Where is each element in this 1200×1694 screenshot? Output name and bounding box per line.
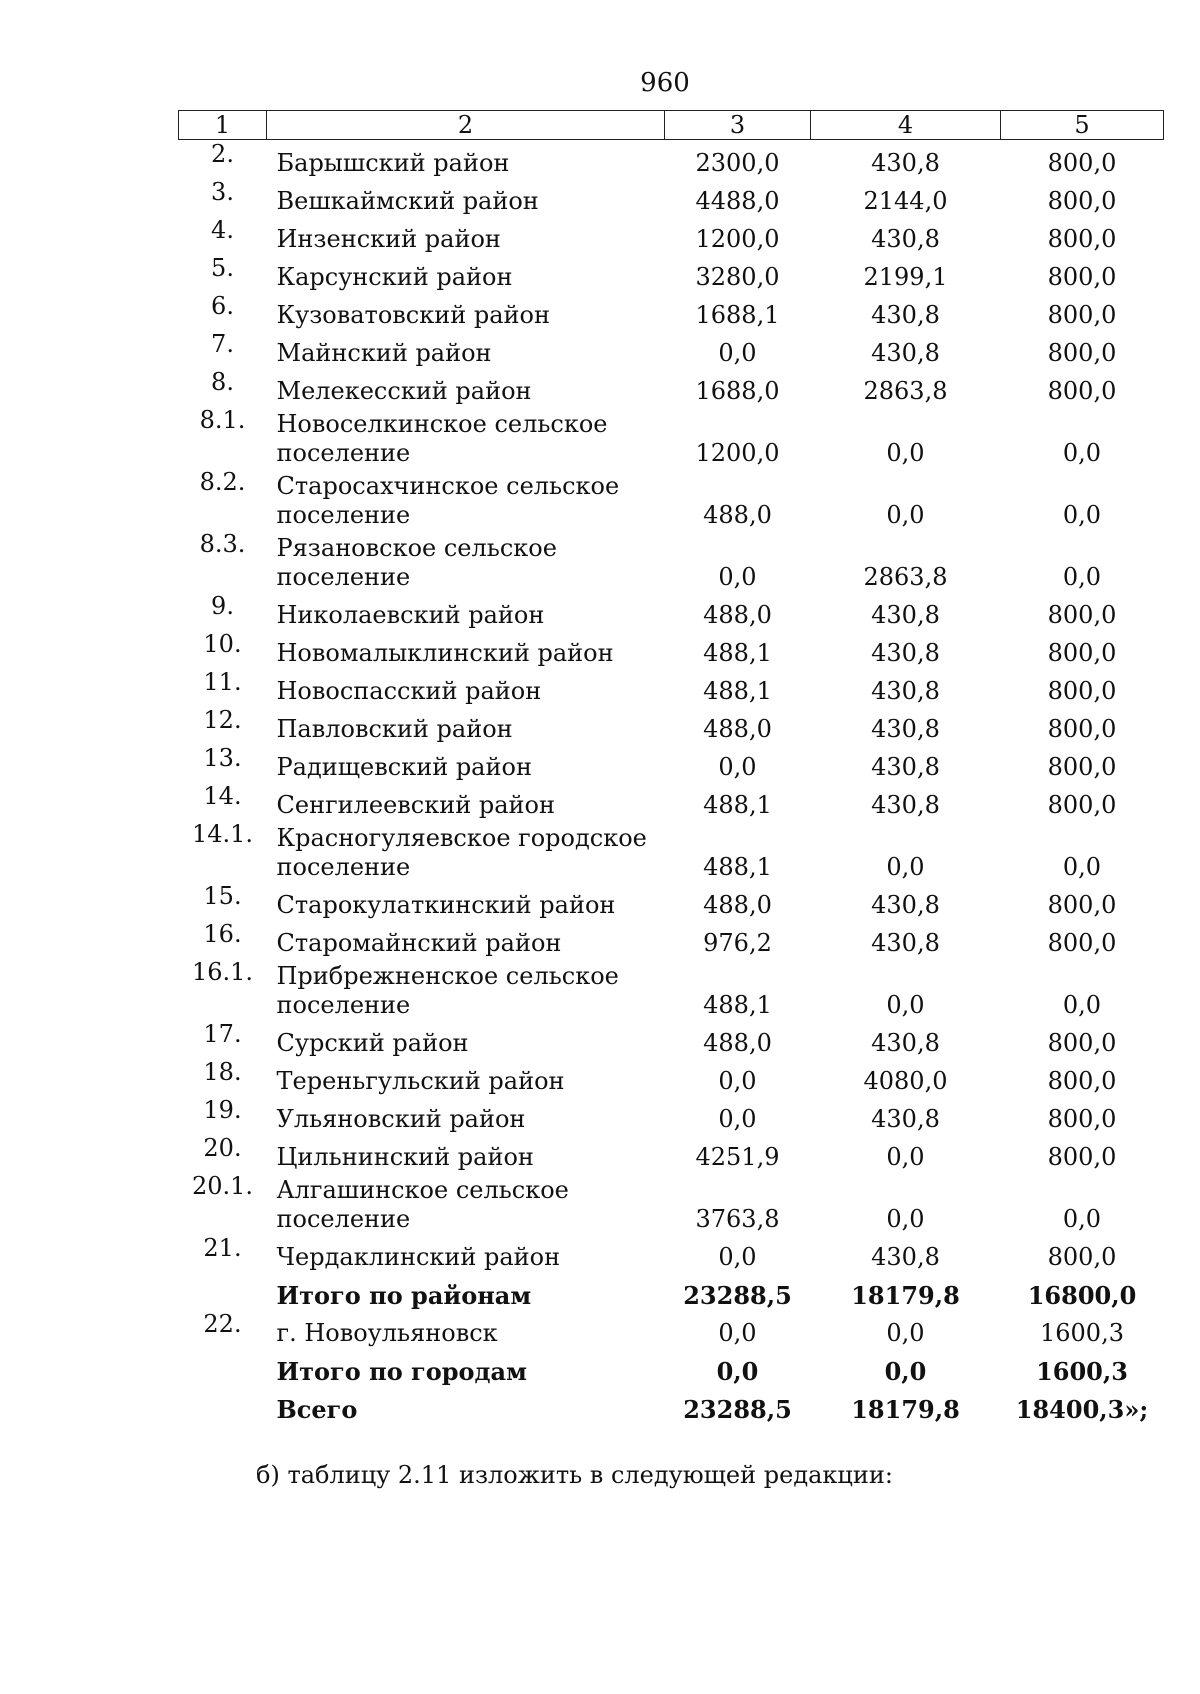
row-value-col5: 1600,3 (1040, 1319, 1124, 1347)
row-value-col5: 800,0 (1047, 677, 1117, 705)
row-value-col4: 0,0 (886, 1205, 925, 1233)
row-name: Старомайнский район (276, 929, 562, 957)
row-value-col4: 0,0 (886, 1319, 925, 1347)
row-number (179, 1386, 267, 1424)
row-value-col3: 488,0 (703, 1029, 772, 1057)
row-name: Новоспасский район (276, 677, 542, 705)
table-row (179, 254, 1164, 292)
header-col-4: 4 (811, 111, 1001, 140)
row-name: Инзенский район (276, 225, 501, 253)
table-row (179, 882, 1164, 920)
table-row (179, 140, 1164, 179)
row-name: Всего (276, 1395, 358, 1424)
row-value-col4: 18179,8 (851, 1395, 960, 1424)
row-value-col3: 488,1 (703, 791, 772, 819)
row-value-col4: 430,8 (871, 1029, 940, 1057)
row-value-col5: 800,0 (1047, 301, 1117, 329)
row-value-col5: 0,0 (1062, 853, 1102, 881)
row-name: Карсунский район (276, 263, 513, 291)
row-value-col5: 18400,3»; (1015, 1395, 1149, 1424)
row-value-col3: 3280,0 (695, 263, 780, 291)
row-value-col4: 430,8 (871, 639, 940, 667)
row-number: 14. (203, 782, 242, 810)
table-header-row (179, 111, 1164, 140)
row-value-col3: 488,1 (703, 677, 772, 705)
row-number: 15. (203, 882, 242, 910)
row-number (179, 1348, 267, 1386)
row-value-col3: 0,0 (716, 1357, 759, 1386)
row-value-col4: 4080,0 (863, 1067, 948, 1095)
header-col-5: 5 (1001, 111, 1164, 140)
budget-table (178, 110, 1164, 1424)
row-name: Ульяновский район (276, 1105, 526, 1133)
row-value-col4: 430,8 (871, 339, 940, 367)
row-name: Николаевский район (276, 601, 545, 629)
row-name: Старокулаткинский район (276, 891, 616, 919)
row-value-col3: 0,0 (718, 563, 757, 591)
row-value-col3: 1688,1 (695, 301, 780, 329)
row-number: 6. (211, 292, 234, 320)
row-value-col3: 976,2 (703, 929, 772, 957)
table-row (179, 1096, 1164, 1134)
row-value-col3: 1688,0 (695, 377, 780, 405)
row-number: 13. (203, 744, 242, 772)
row-value-col3: 1200,0 (695, 225, 780, 253)
row-value-col3: 488,0 (703, 715, 772, 743)
row-number: 21. (203, 1234, 242, 1262)
row-name: Павловский район (276, 715, 513, 743)
row-name: Цильнинский район (276, 1143, 534, 1171)
table-row (179, 592, 1164, 630)
row-name: Сенгилеевский район (276, 791, 555, 819)
row-value-col4: 0,0 (886, 1143, 925, 1171)
row-name: г. Новоульяновск (276, 1319, 498, 1347)
row-number: 19. (203, 1096, 242, 1124)
row-value-col5: 800,0 (1047, 601, 1117, 629)
row-number: 11. (203, 668, 242, 696)
table-row (179, 468, 1164, 530)
page-number: 960 (640, 68, 690, 98)
row-name: Старосахчинское сельское поселение (276, 472, 620, 529)
row-name: Новомалыклинский район (276, 639, 614, 667)
row-value-col4: 18179,8 (851, 1281, 960, 1310)
table-row (179, 958, 1164, 1020)
table-row (179, 1058, 1164, 1096)
table-row (179, 1234, 1164, 1272)
row-value-col5: 800,0 (1047, 187, 1117, 215)
table-row (179, 668, 1164, 706)
row-value-col3: 488,1 (703, 991, 772, 1019)
row-value-col5: 800,0 (1047, 1029, 1117, 1057)
row-name: Мелекесский район (276, 377, 532, 405)
row-value-col5: 800,0 (1047, 1105, 1117, 1133)
table-row (179, 744, 1164, 782)
row-value-col4: 430,8 (871, 791, 940, 819)
row-name: Рязановское сельское поселение (276, 534, 557, 591)
row-number: 16.1. (191, 958, 254, 986)
row-value-col5: 0,0 (1062, 563, 1102, 591)
row-number: 8.2. (199, 468, 246, 496)
row-name: Итого по городам (276, 1357, 527, 1386)
header-col-3: 3 (665, 111, 811, 140)
table-row (179, 1134, 1164, 1172)
row-value-col4: 430,8 (871, 1105, 940, 1133)
row-value-col3: 2300,0 (695, 149, 780, 177)
table-row (179, 216, 1164, 254)
row-value-col3: 0,0 (718, 339, 757, 367)
row-value-col5: 0,0 (1062, 991, 1102, 1019)
row-number: 14.1. (191, 820, 254, 848)
table-row (179, 706, 1164, 744)
row-number: 20. (203, 1134, 242, 1162)
row-name: Итого по районам (276, 1281, 532, 1310)
row-number: 20.1. (191, 1172, 254, 1200)
row-number (179, 1272, 267, 1310)
row-number: 10. (203, 630, 242, 658)
row-value-col4: 430,8 (871, 929, 940, 957)
table-header (179, 111, 1164, 140)
row-value-col5: 800,0 (1047, 753, 1117, 781)
header-col-1: 1 (179, 111, 267, 140)
table-row (179, 1172, 1164, 1234)
row-value-col5: 800,0 (1047, 339, 1117, 367)
row-value-col3: 488,0 (703, 601, 772, 629)
row-value-col3: 488,1 (703, 639, 772, 667)
row-number: 3. (211, 178, 234, 206)
row-name: Майнский район (276, 339, 492, 367)
footnote-text: б) таблицу 2.11 изложить в следующей редакции: (256, 1461, 893, 1489)
row-number: 5. (211, 254, 234, 282)
row-value-col3: 0,0 (718, 1243, 757, 1271)
row-value-col3: 488,1 (703, 853, 772, 881)
row-name: Красногуляевское городское поселение (276, 824, 647, 881)
row-value-col5: 16800,0 (1027, 1281, 1137, 1310)
row-number: 16. (203, 920, 242, 948)
row-value-col4: 430,8 (871, 601, 940, 629)
row-number: 4. (211, 216, 234, 244)
row-value-col5: 800,0 (1047, 891, 1117, 919)
table-row (179, 1310, 1164, 1348)
row-value-col5: 800,0 (1047, 791, 1117, 819)
table-row (179, 406, 1164, 468)
row-value-col5: 800,0 (1047, 715, 1117, 743)
table-row (179, 1020, 1164, 1058)
row-value-col3: 0,0 (718, 753, 757, 781)
row-name: Вешкаймский район (276, 187, 539, 215)
row-value-col3: 1200,0 (695, 439, 780, 467)
table-row (179, 920, 1164, 958)
row-value-col4: 0,0 (886, 853, 925, 881)
row-value-col5: 800,0 (1047, 929, 1117, 957)
row-value-col3: 3763,8 (695, 1205, 780, 1233)
table-row (179, 330, 1164, 368)
table-row (179, 178, 1164, 216)
table-total-row (179, 1386, 1164, 1424)
row-value-col5: 0,0 (1062, 501, 1102, 529)
row-number: 8. (211, 368, 234, 396)
row-name: Алгашинское сельское поселение (276, 1176, 569, 1233)
row-value-col5: 1600,3 (1036, 1357, 1128, 1386)
row-number: 2. (211, 140, 234, 168)
table-row (179, 292, 1164, 330)
row-value-col5: 800,0 (1047, 639, 1117, 667)
row-value-col4: 0,0 (884, 1357, 927, 1386)
row-value-col3: 0,0 (718, 1067, 757, 1095)
row-name: Барышский район (276, 149, 510, 177)
row-value-col3: 23288,5 (683, 1395, 792, 1424)
row-value-col5: 800,0 (1047, 149, 1117, 177)
row-number: 22. (203, 1310, 242, 1338)
row-name: Радищевский район (276, 753, 532, 781)
row-name: Кузоватовский район (276, 301, 550, 329)
table-row (179, 782, 1164, 820)
row-number: 12. (203, 706, 242, 734)
row-name: Тереньгульский район (276, 1067, 565, 1095)
row-value-col5: 800,0 (1047, 1067, 1117, 1095)
row-value-col4: 2863,8 (863, 563, 948, 591)
row-value-col4: 430,8 (871, 753, 940, 781)
table-total-row (179, 1348, 1164, 1386)
row-name: Чердаклинский район (276, 1243, 561, 1271)
row-value-col5: 800,0 (1047, 1243, 1117, 1271)
row-number: 7. (211, 330, 234, 358)
row-name: Сурский район (276, 1029, 469, 1057)
row-number: 18. (203, 1058, 242, 1086)
row-value-col4: 2144,0 (863, 187, 948, 215)
row-value-col3: 0,0 (718, 1319, 757, 1347)
row-value-col4: 430,8 (871, 225, 940, 253)
row-value-col4: 430,8 (871, 1243, 940, 1271)
row-number: 17. (203, 1020, 242, 1048)
row-value-col4: 0,0 (886, 439, 925, 467)
row-name: Новоселкинское сельское поселение (276, 410, 608, 467)
row-value-col3: 4251,9 (695, 1143, 780, 1171)
row-value-col4: 430,8 (871, 301, 940, 329)
table-row (179, 820, 1164, 882)
row-value-col5: 800,0 (1047, 377, 1117, 405)
row-value-col4: 430,8 (871, 677, 940, 705)
row-number: 8.3. (199, 530, 246, 558)
row-value-col4: 2199,1 (863, 263, 948, 291)
row-value-col3: 0,0 (718, 1105, 757, 1133)
row-value-col5: 0,0 (1062, 439, 1102, 467)
row-value-col3: 4488,0 (695, 187, 780, 215)
row-value-col4: 430,8 (871, 149, 940, 177)
row-name: Прибрежненское сельское поселение (276, 962, 619, 1019)
table-row (179, 630, 1164, 668)
row-number: 9. (211, 592, 234, 620)
row-value-col4: 0,0 (886, 991, 925, 1019)
table-body (179, 140, 1164, 1425)
row-number: 8.1. (199, 406, 246, 434)
row-value-col4: 430,8 (871, 891, 940, 919)
row-value-col3: 488,0 (703, 891, 772, 919)
row-value-col5: 800,0 (1047, 225, 1117, 253)
row-value-col4: 2863,8 (863, 377, 948, 405)
row-value-col5: 0,0 (1062, 1205, 1102, 1233)
header-col-2: 2 (267, 111, 665, 140)
table-row (179, 368, 1164, 406)
row-value-col5: 800,0 (1047, 263, 1117, 291)
row-value-col3: 488,0 (703, 501, 772, 529)
row-value-col4: 430,8 (871, 715, 940, 743)
table-row (179, 530, 1164, 592)
row-value-col4: 0,0 (886, 501, 925, 529)
row-value-col3: 23288,5 (683, 1281, 792, 1310)
table-total-row (179, 1272, 1164, 1310)
row-value-col5: 800,0 (1047, 1143, 1117, 1171)
